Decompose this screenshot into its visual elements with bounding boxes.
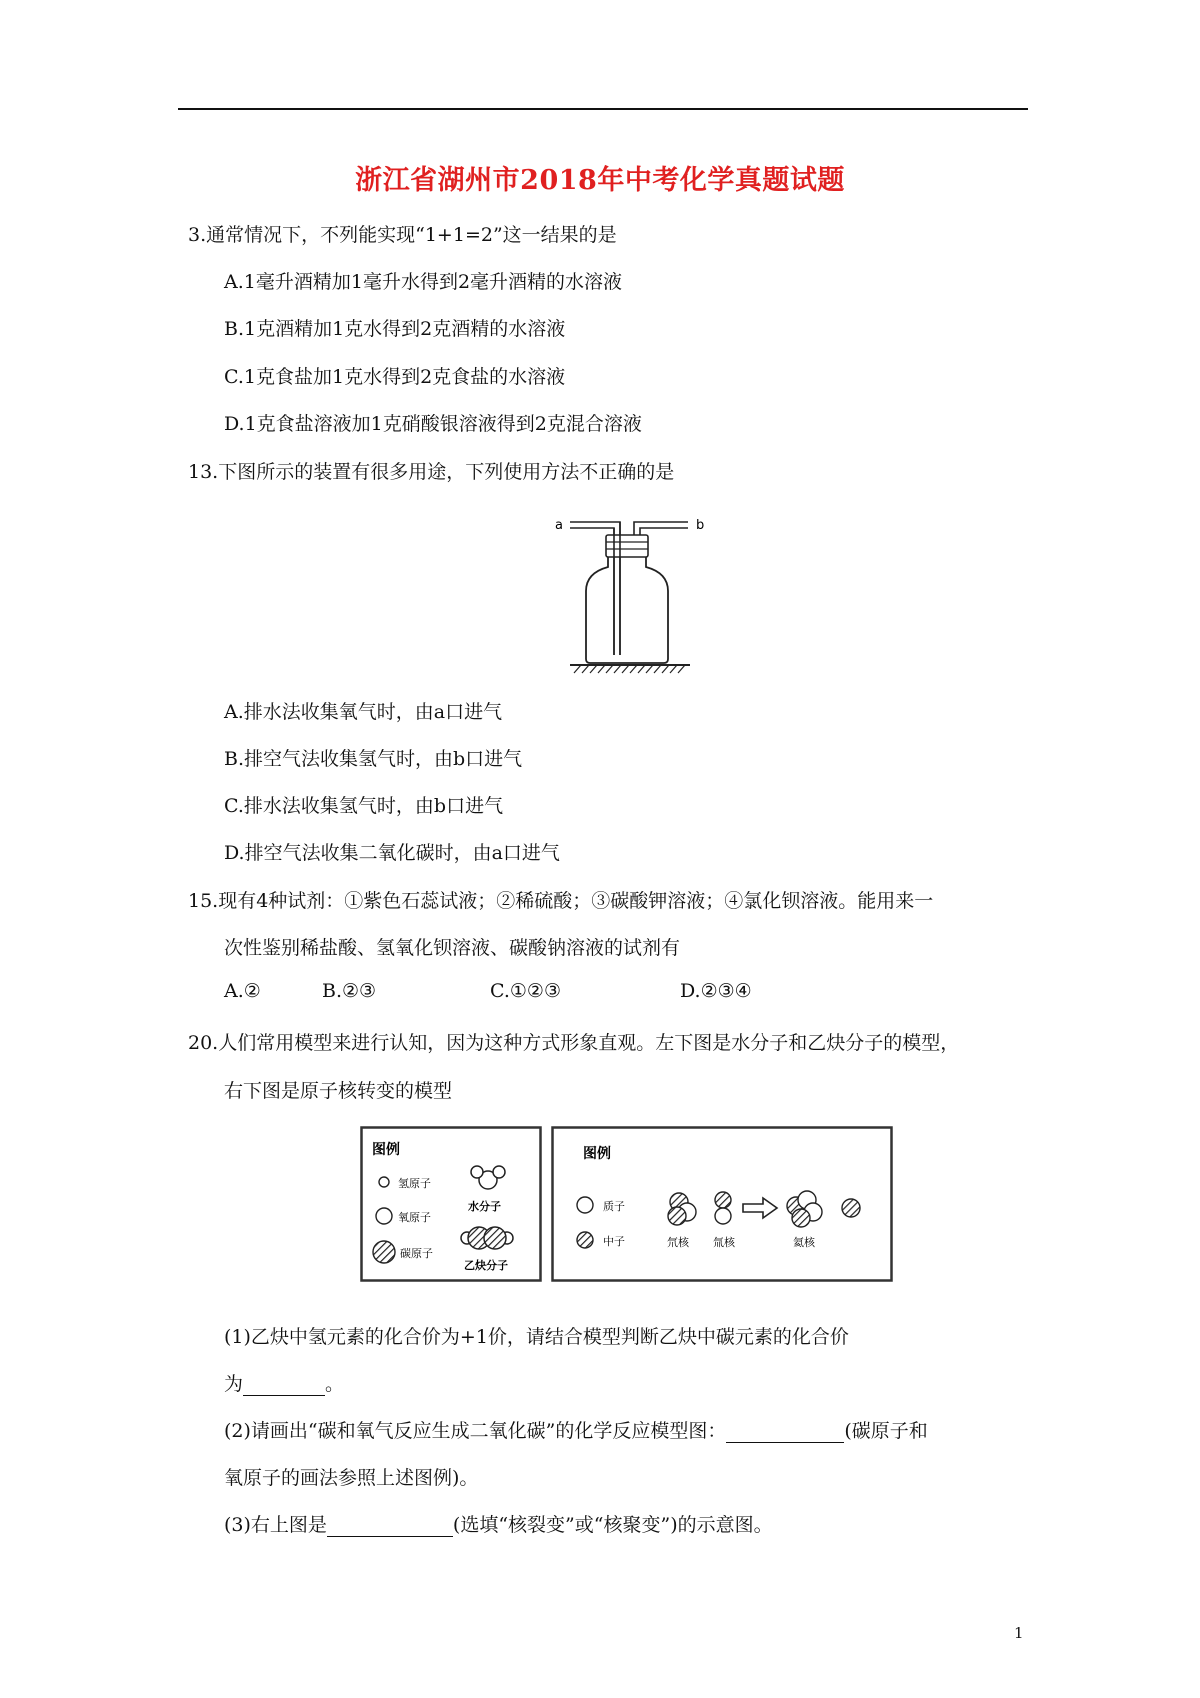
left-legend-oxygen: 氧原子	[398, 1211, 431, 1224]
water-molecule-label: 水分子	[468, 1200, 501, 1213]
page-title: 浙江省湖州市2018年中考化学真题试题	[355, 165, 845, 196]
q20-part2-line2: 氧原子的画法参照上述图例)。	[224, 1467, 479, 1489]
neutron-icon	[577, 1232, 593, 1248]
q15-stem-line1: 15.现有4种试剂：①紫色石蕊试液；②稀硫酸；③碳酸钾溶液；④氯化钡溶液。能用来一	[188, 890, 934, 912]
right-legend-neutron: 中子	[603, 1235, 625, 1248]
oxygen-atom-icon	[376, 1208, 392, 1224]
answer-blank-1[interactable]	[243, 1375, 325, 1396]
part2-suffix: (碳原子和	[844, 1420, 928, 1442]
right-legend-proton: 质子	[603, 1200, 625, 1213]
part3-prefix: (3)右上图是	[224, 1514, 327, 1536]
q13-option-d: D.排空气法收集二氧化碳时，由a口进气	[224, 842, 560, 864]
left-legend-title: 图例	[372, 1142, 400, 1158]
left-legend-carbon: 碳原子	[400, 1247, 433, 1260]
helium-label: 氦核	[793, 1236, 815, 1249]
free-neutron-icon	[842, 1199, 860, 1217]
q13-option-c: C.排水法收集氢气时，由b口进气	[224, 795, 504, 817]
q20-part2-line1	[224, 1416, 928, 1443]
q13-option-b: B.排空气法收集氢气时，由b口进气	[224, 748, 523, 770]
gas-bottle-figure	[550, 505, 710, 675]
q20-stem-line2: 右下图是原子核转变的模型	[224, 1080, 453, 1102]
q3-option-d: D.1克食盐溶液加1克硝酸银溶液得到2克混合溶液	[224, 413, 642, 435]
right-legend-title: 图例	[583, 1146, 611, 1162]
q15-option-b: B.②③	[322, 980, 377, 1002]
q20-part1-line1: (1)乙炔中氢元素的化合价为+1价，请结合模型判断乙炔中碳元素的化合价	[224, 1326, 849, 1348]
molecule-model-figure	[360, 1126, 542, 1282]
answer-blank-3[interactable]	[327, 1516, 453, 1537]
label-a: a	[555, 518, 563, 533]
acetylene-molecule-label: 乙炔分子	[464, 1259, 508, 1272]
answer-blank-2[interactable]	[726, 1422, 844, 1443]
part2-prefix: (2)请画出“碳和氧气反应生成二氧化碳”的化学反应模型图：	[224, 1420, 727, 1442]
q3-option-c: C.1克食盐加1克水得到2克食盐的水溶液	[224, 366, 566, 388]
q3-stem: 3.通常情况下，不列能实现“1+1=2”这一结果的是	[188, 224, 617, 246]
q3-option-b: B.1克酒精加1克水得到2克酒精的水溶液	[224, 318, 566, 340]
nuclear-fusion-figure	[551, 1126, 893, 1282]
q3-option-a: A.1毫升酒精加1毫升水得到2毫升酒精的水溶液	[224, 271, 623, 293]
part1-prefix: 为	[224, 1373, 244, 1395]
page-number: 1	[1014, 1624, 1024, 1642]
q15-option-d: D.②③④	[680, 980, 752, 1002]
q13-stem: 13.下图所示的装置有很多用途，下列使用方法不正确的是	[188, 461, 675, 483]
q15-stem-line2: 次性鉴别稀盐酸、氢氧化钡溶液、碳酸钠溶液的试剂有	[224, 937, 681, 959]
deuterium-label: 氘核	[667, 1236, 689, 1249]
carbon-atom-icon	[373, 1241, 395, 1263]
left-legend-hydrogen: 氢原子	[398, 1177, 431, 1190]
header-rule	[178, 108, 1028, 110]
tritium-label: 氚核	[713, 1236, 735, 1249]
hydrogen-atom-icon	[379, 1177, 389, 1187]
q20-part1-line2	[224, 1369, 344, 1396]
q13-option-a: A.排水法收集氧气时，由a口进气	[224, 701, 503, 723]
part1-suffix: 。	[325, 1373, 345, 1395]
proton-icon	[577, 1197, 593, 1213]
label-b: b	[696, 518, 705, 533]
q20-stem-line1: 20.人们常用模型来进行认知，因为这种方式形象直观。左下图是水分子和乙炔分子的模型，	[188, 1032, 960, 1054]
q20-part3	[224, 1510, 773, 1537]
part3-suffix: (选填“核裂变”或“核聚变”)的示意图。	[452, 1514, 773, 1536]
q15-option-c: C.①②③	[490, 980, 561, 1002]
q15-option-a: A.②	[224, 980, 261, 1002]
